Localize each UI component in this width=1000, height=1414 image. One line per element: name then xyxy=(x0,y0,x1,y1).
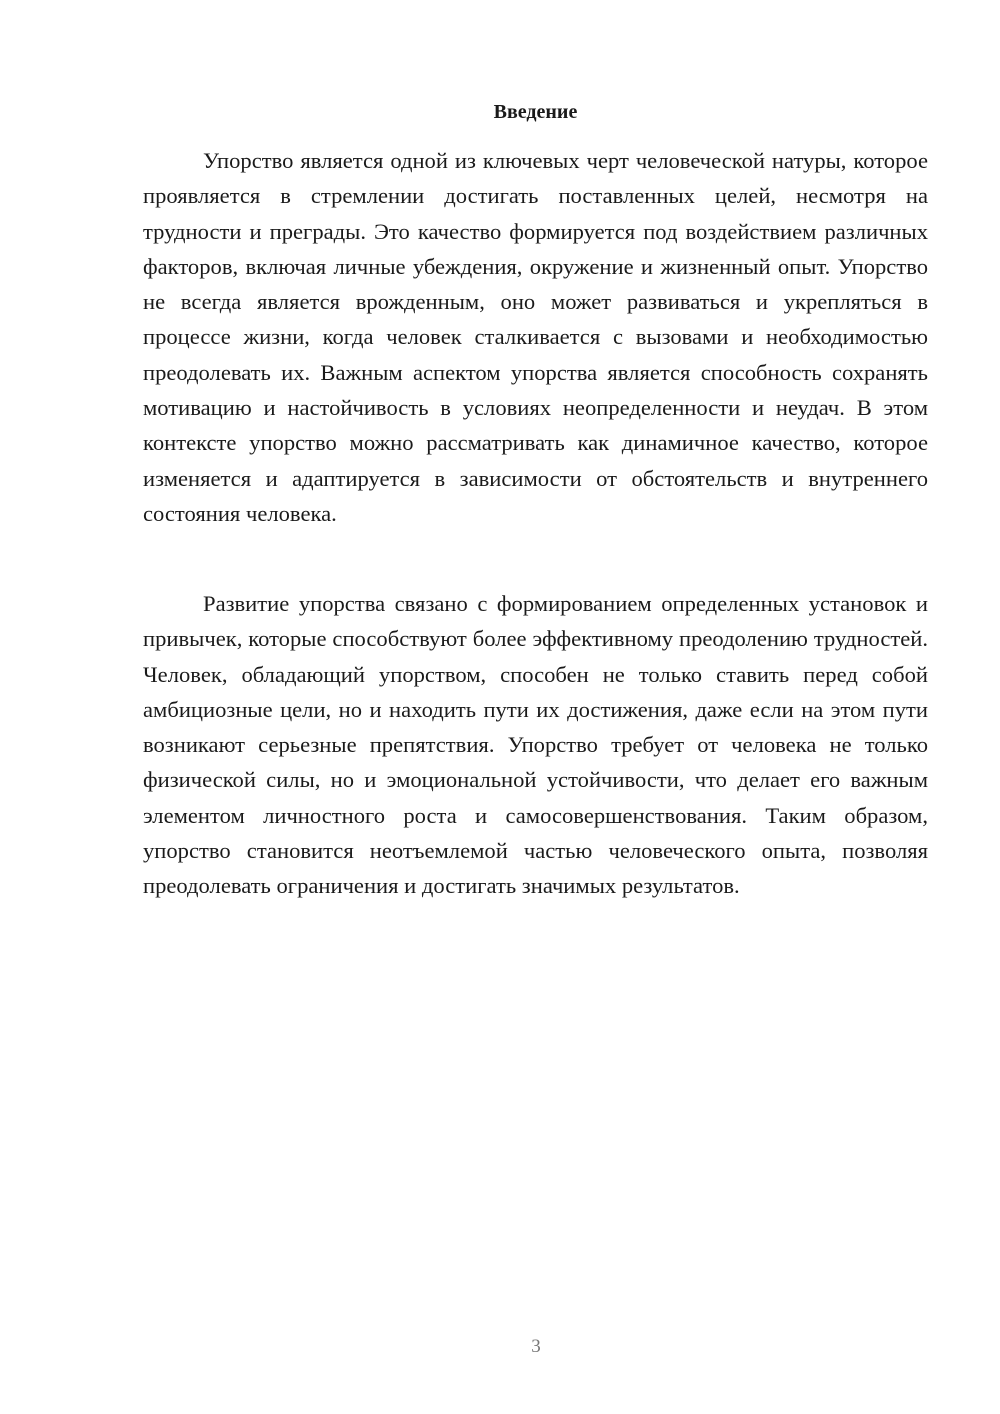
page-number: 3 xyxy=(531,1336,541,1357)
paragraph-2: Развитие упорства связано с формированием определенных установок и привычек, которые способствуют более эффективному преодолению трудностей. Человек, обладающий упорством, способен не только ставить перед собой амбициозные цели, но и находить пути их достижения, даже если на этом пути возникают серьезные препятствия. Упорство требует от человека не только физической силы, но и эмоциональной устойчивости, что делает его важным элементом личностного роста и самосовершенствования. Таким образом, упорство становится неотъемлемой частью человеческого опыта, позволяя преодолевать ограничения и достигать значимых результатов. xyxy=(143,591,928,899)
page-title: Введение xyxy=(493,101,578,123)
paragraph-1: Упорство является одной из ключевых черт человеческой натуры, которое проявляется в стремлении достигать поставленных целей, несмотря на трудности и преграды. Это качество формируется под воздействием различных факторов, включая личные убеждения, окружение и жизненный опыт. Упорство не всегда является врожденным, оно может развиваться и укрепляться в процессе жизни, когда человек сталкивается с вызовами и необходимостью преодолевать их. Важным аспектом упорства является способность сохранять мотивацию и настойчивость в условиях неопределенности и неудач. В этом контексте упорство можно рассматривать как динамичное качество, которое изменяется и адаптируется в зависимости от обстоятельств и внутреннего состояния человека. xyxy=(143,148,928,526)
